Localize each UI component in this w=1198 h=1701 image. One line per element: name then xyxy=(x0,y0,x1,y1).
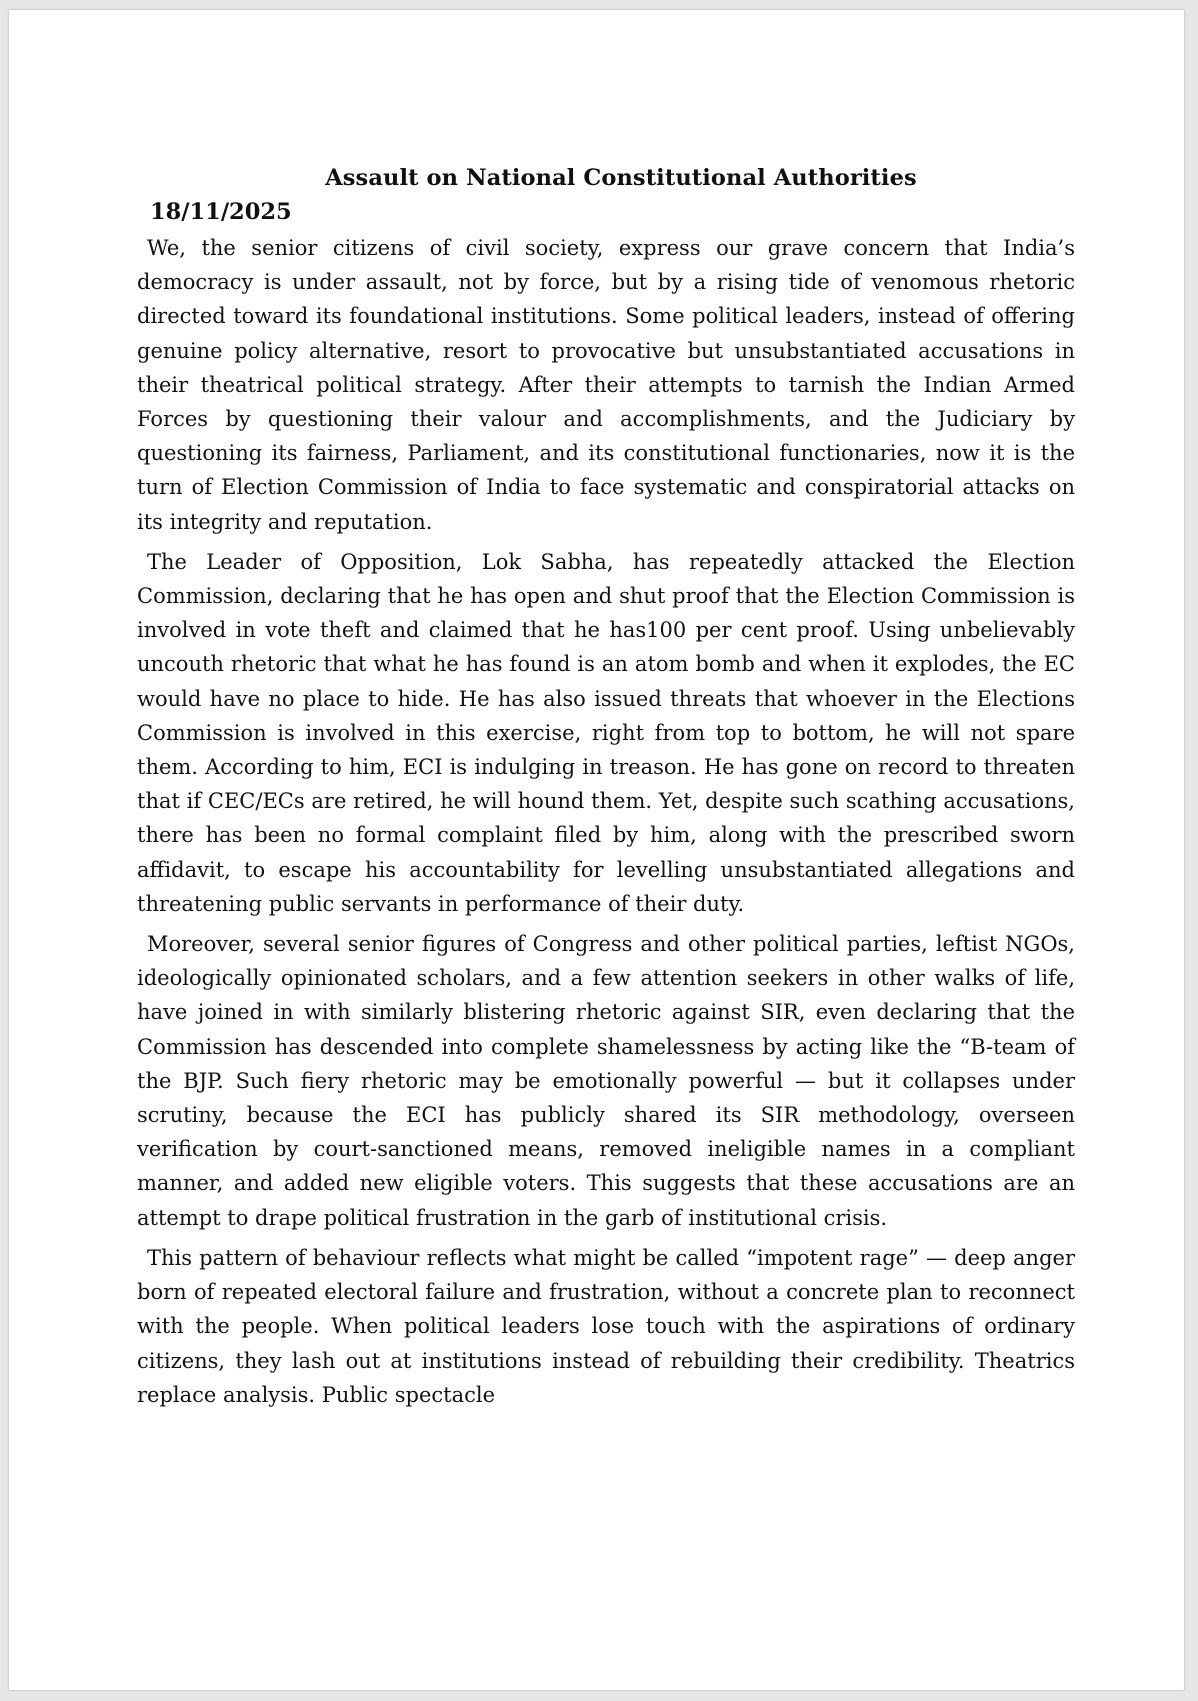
document-title: Assault on National Constitutional Authorities xyxy=(325,165,917,191)
paragraph-4: This pattern of behaviour reflects what might be called “impotent rage” — deep anger born of repeated electoral failure and frustration, without a concrete plan to reconnect with the people. When political leaders lose touch with the aspirations of ordinary citizens, they lash out at institutions instead of rebuilding their credibility. Theatrics replace analysis. Public spectacle xyxy=(137,1245,1075,1407)
document-date: 18/11/2025 xyxy=(150,199,292,225)
paragraph-3: Moreover, several senior figures of Congress and other political parties, leftist NGOs, ideologically opinionated scholars, and a few attention seekers in other walks of life, have joined in with similarly blistering rhetoric against SIR, even declaring that the Commission has descended into complete shamelessness by acting like the “B-team of the BJP. Such fiery rhetoric may be emotionally powerful — but it collapses under scrutiny, because the ECI has publicly shared its SIR methodology, overseen verification by court-sanctioned means, removed ineligible names in a compliant manner, and added new eligible voters. This suggests that these accusations are an attempt to drape political frustration in the garb of institutional crisis. xyxy=(137,932,1075,1230)
document-page xyxy=(9,10,1184,1690)
paragraph-2: The Leader of Opposition, Lok Sabha, has repeatedly attacked the Election Commission, declaring that he has open and shut proof that the Election Commission is involved in vote theft and claimed that he has100 per cent proof. Using unbelievably uncouth rhetoric that what he has found is an atom bomb and when it explodes, the EC would have no place to hide. He has also issued threats that whoever in the Elections Commission is involved in this exercise, right from top to bottom, he will not spare them. According to him, ECI is indulging in treason. He has gone on record to threaten that if CEC/ECs are retired, he will hound them. Yet, despite such scathing accusations, there has been no formal complaint filed by him, along with the prescribed sworn affidavit, to escape his accountability for levelling unsubstantiated allegations and threatening public servants in performance of their duty. xyxy=(137,549,1075,916)
paragraph-1: We, the senior citizens of civil society, express our grave concern that India’s democracy is under assault, not by force, but by a rising tide of venomous rhetoric directed toward its foundational institutions. Some political leaders, instead of offering genuine policy alternative, resort to provocative but unsubstantiated accusations in their theatrical political strategy. After their attempts to tarnish the Indian Armed Forces by questioning their valour and accomplishments, and the Judiciary by questioning its fairness, Parliament, and its constitutional functionaries, now it is the turn of Election Commission of India to face systematic and conspiratorial attacks on its integrity and reputation. xyxy=(137,236,1075,534)
document-body xyxy=(137,163,1075,1418)
